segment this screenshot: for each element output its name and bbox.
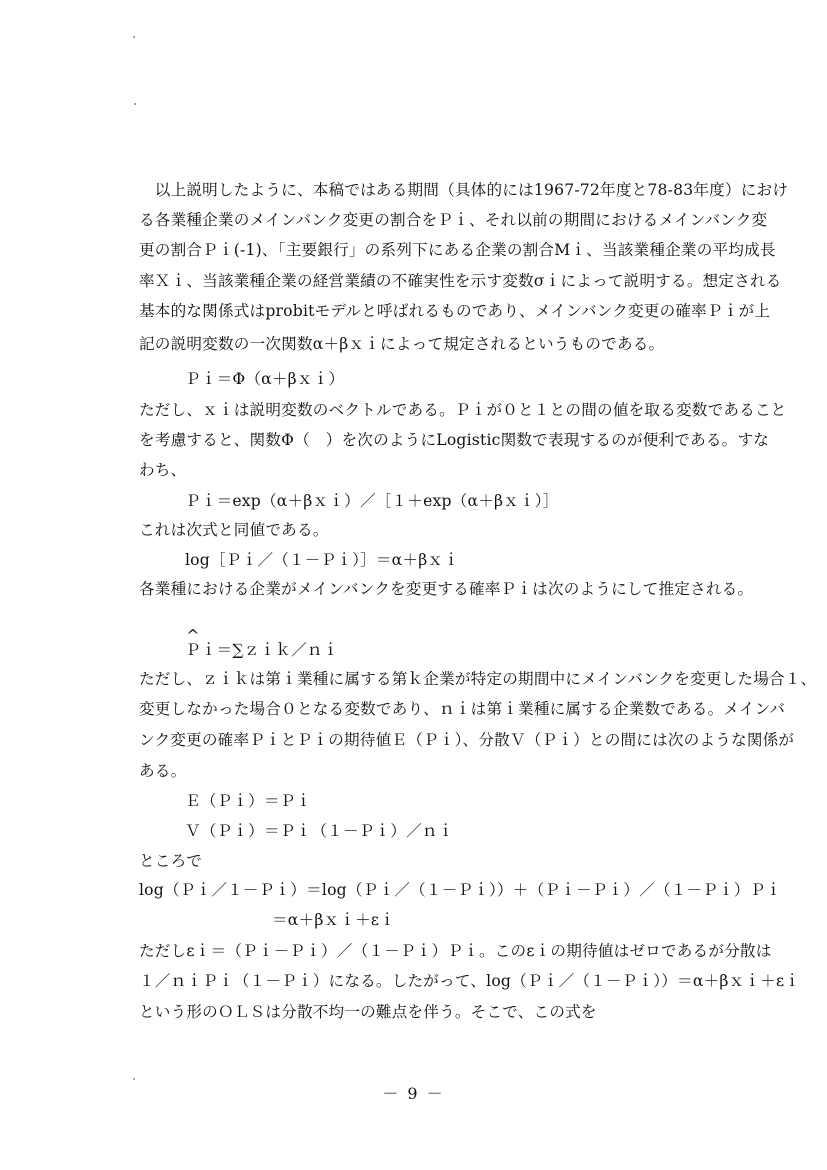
paragraph-line: ただしεｉ＝（Ｐｉ－Ｐｉ）／（１－Ｐｉ）Ｐｉ。このεｉの期待値はゼロであるが分散は [139,942,772,960]
paragraph-line: 各業種における企業がメインバンクを変更する確率Ｐｉは次のようにして推定される。 [139,580,754,598]
paragraph-line: ある。 [139,762,187,780]
scan-speck [134,103,136,105]
paragraph-line: 基本的な関係式はprobitモデルと呼ばれるものであり、メインバンク変更の確率Ｐｉが上 [139,302,771,320]
equation-expectation: Ｅ（Ｐｉ）＝Ｐｉ [185,792,312,810]
paragraph-line: を考慮すると、関数Φ（ ）を次のようにLogistic関数で表現するのが便利である。すな [139,431,770,449]
equation-expansion-continued: ＝α＋βｘｉ＋εｉ [272,911,395,929]
paragraph-line: る各業種企業のメインバンク変更の割合をＰｉ、それ以前の期間におけるメインバンク変 [139,211,768,229]
page-number: － 9 － [382,1084,445,1103]
paragraph-line: これは次式と同値である。 [139,521,329,539]
paragraph-line: ところで [139,852,203,870]
equation-estimator-rest: ｉ＝∑ｚｉｋ／ｎｉ [200,641,339,659]
scan-speck [133,36,135,38]
equation-probit: Ｐｉ＝Φ（α＋βｘｉ） [185,370,345,388]
paragraph-line: 率Ｘｉ、当該業種企業の経営業績の不確実性を示す変数σｉによって説明する。想定される [139,272,782,290]
paragraph-line: 記の説明変数の一次関数α＋βｘｉによって規定されるというものである。 [139,335,665,353]
paragraph-line: という形のＯＬＳは分散不均一の難点を伴う。そこで、この式を [139,1003,597,1021]
equation-expansion: log（Ｐｉ／１－Ｐｉ）＝log（Ｐｉ／（１－Ｐｉ））＋（Ｐｉ－Ｐｉ）／（１－Ｐｉ）Ｐｉ [139,881,782,899]
paragraph-line: 変更しなかった場合０となる変数であり、ｎｉは第ｉ業種に属する企業数である。メインバ [139,700,786,718]
paragraph-line: 以上説明したように、本稿ではある期間（具体的には1967-72年度と78-83年度）におけ [139,181,789,199]
paragraph-line: 更の割合Ｐｉ(-1)、「主要銀行」の系列下にある企業の割合Mｉ、当該業種企業の平均成長 [139,241,776,259]
equation-log-odds: log［Ｐｉ／（１－Ｐｉ）］＝α＋βｘｉ [185,551,460,569]
equation-variance: Ｖ（Ｐｉ）＝Ｐｉ（１－Ｐｉ）／ｎｉ [185,822,454,840]
equation-estimator [185,640,805,660]
paragraph-line: ンク変更の確率ＰｉとＰｉの期待値Ｅ（Ｐｉ）、分散Ｖ（Ｐｉ）との間には次のような関係が [139,731,795,749]
equation-logistic: Ｐｉ＝exp（α＋βｘｉ）／［１＋exp（α＋βｘｉ）］ [185,492,559,510]
paragraph-line: １／ｎｉＰｉ（１－Ｐｉ）になる。したがって、log（Ｐｉ／（１－Ｐｉ））＝α＋βｘｉ＋εｉ [139,972,801,990]
scan-speck [133,1078,135,1080]
paragraph-line: ただし、ｚｉｋは第ｉ業種に属する第ｋ企業が特定の期間中にメインバンクを変更した場合１、 [139,670,817,688]
hat-p: ^ Ｐ [185,640,201,660]
paragraph-line: わち、 [139,461,187,479]
paragraph-line: ただし、ｘｉは説明変数のベクトルである。Ｐｉが０と１との間の値を取る変数であること [139,401,787,419]
